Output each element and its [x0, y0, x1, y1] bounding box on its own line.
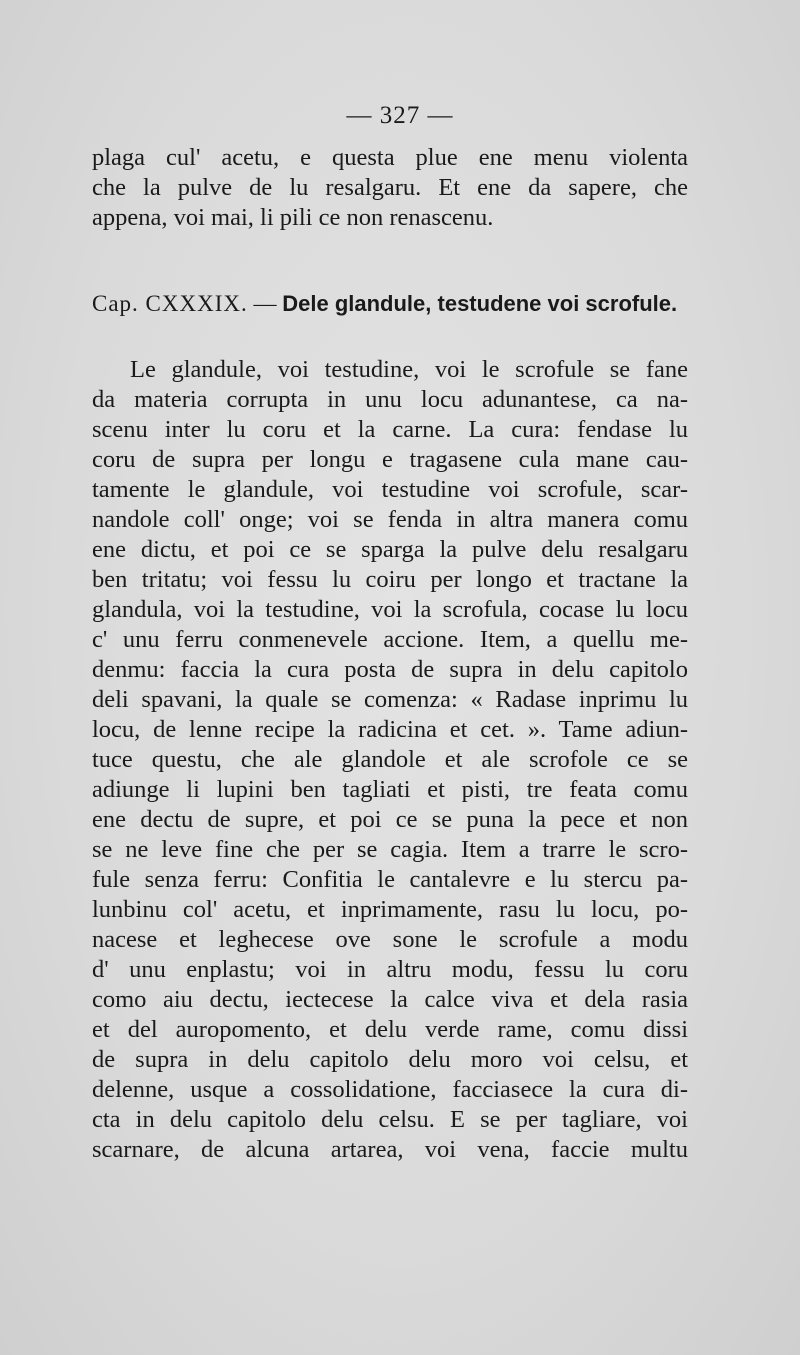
chapter-title: Dele glandule, testudene voi scrofule.	[282, 291, 678, 316]
chapter-label: Cap. CXXXIX.	[92, 291, 248, 316]
text-line: ene dectu de supre, et poi ce se puna la pece et non	[92, 806, 688, 833]
text-line: adiunge li lupini ben tagliati et pisti, tre feata comu	[92, 776, 688, 803]
text-line: che la pulve de lu resalgaru. Et ene da sapere, che	[92, 174, 688, 201]
text-line: tamente le glandule, voi testudine voi scrofule, scar-	[92, 476, 688, 503]
text-line: et del auropomento, et delu verde rame, comu dissi	[92, 1016, 688, 1043]
text-line: ben tritatu; voi fessu lu coiru per longo et tractane la	[92, 566, 688, 593]
text-line: Le glandule, voi testudine, voi le scrofule se fane	[130, 356, 688, 383]
text-line: lunbinu col' acetu, et inprimamente, rasu lu locu, po-	[92, 896, 688, 923]
text-line: delenne, usque a cossolidatione, facciasece la cura di-	[92, 1076, 688, 1103]
text-line: appena, voi mai, li pili ce non renascenu.	[92, 204, 494, 231]
chapter-heading	[92, 289, 688, 319]
text-line: c' unu ferru conmenevele accione. Item, a quellu me-	[92, 626, 688, 653]
text-line: fule senza ferru: Confitia le cantalevre e lu stercu pa-	[92, 866, 688, 893]
text-line: se ne leve fine che per se cagia. Item a trarre le scro-	[92, 836, 688, 863]
text-line: como aiu dectu, iectecese la calce viva et dela rasia	[92, 986, 688, 1013]
text-line: tuce questu, che ale glandole et ale scrofole ce se	[92, 746, 688, 773]
page-number: — 327 —	[346, 102, 454, 129]
text-line: deli spavani, la quale se comenza: « Radase inprimu lu	[92, 686, 688, 713]
text-line: scenu inter lu coru et la carne. La cura: fendase lu	[92, 416, 688, 443]
text-line: cta in delu capitolo delu celsu. E se per tagliare, voi	[92, 1106, 688, 1133]
text-line: scarnare, de alcuna artarea, voi vena, faccie multu	[92, 1136, 688, 1163]
text-line: coru de supra per longu e tragasene cula mane cau-	[92, 446, 688, 473]
text-line: de supra in delu capitolo delu moro voi celsu, et	[92, 1046, 688, 1073]
text-line: denmu: faccia la cura posta de supra in delu capitolo	[92, 656, 688, 683]
text-line: d' unu enplastu; voi in altru modu, fessu lu coru	[92, 956, 688, 983]
text-line: ene dictu, et poi ce se sparga la pulve delu resalgaru	[92, 536, 688, 563]
text-line: da materia corrupta in unu locu adunantese, ca na-	[92, 386, 688, 413]
text-line: nacese et leghecese ove sone le scrofule a modu	[92, 926, 688, 953]
text-line: plaga cul' acetu, e questa plue ene menu violenta	[92, 144, 688, 171]
text-line: nandole coll' onge; voi se fenda in altra manera comu	[92, 506, 688, 533]
chapter-dash: —	[247, 291, 283, 316]
text-line: glandula, voi la testudine, voi la scrofula, cocase lu locu	[92, 596, 688, 623]
text-line: locu, de lenne recipe la radicina et cet. ». Tame adiun-	[92, 716, 688, 743]
